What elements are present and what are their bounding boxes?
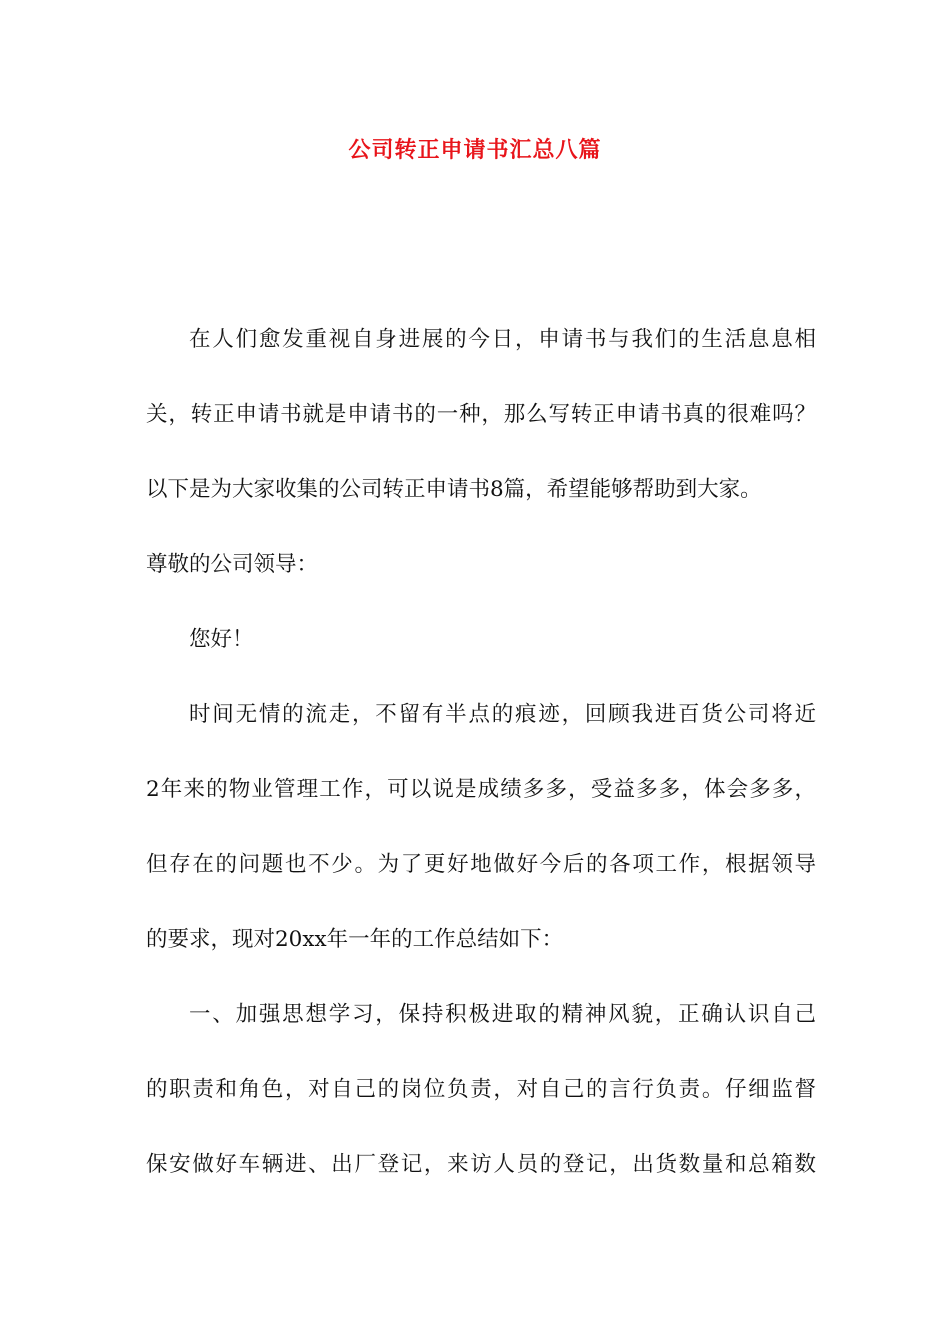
body-line-8: 但存在的问题也不少。为了更好地做好今后的各项工作，根据领导 — [146, 852, 816, 877]
body-line-9: 的要求，现对20xx年一年的工作总结如下： — [146, 927, 564, 952]
body-line-3: 以下是为大家收集的公司转正申请书8篇，希望能够帮助到大家。 — [146, 477, 762, 502]
body-line-6: 时间无情的流走，不留有半点的痕迹，回顾我进百货公司将近 — [189, 702, 816, 727]
greeting-line: 您好！ — [189, 627, 254, 652]
body-line-10: 一、加强思想学习，保持积极进取的精神风貌，正确认识自己 — [189, 1002, 816, 1027]
body-line-12: 保安做好车辆进、出厂登记，来访人员的登记，出货数量和总箱数 — [146, 1152, 816, 1177]
body-line-7: 2年来的物业管理工作，可以说是成绩多多，受益多多，体会多多， — [146, 777, 816, 802]
salutation-line: 尊敬的公司领导： — [146, 552, 319, 577]
body-line-11: 的职责和角色，对自己的岗位负责，对自己的言行负责。仔细监督 — [146, 1077, 816, 1102]
body-line-2: 关，转正申请书就是申请书的一种，那么写转正申请书真的很难吗？ — [146, 402, 816, 427]
document-title: 公司转正申请书汇总八篇 — [348, 138, 602, 163]
body-line-1: 在人们愈发重视自身进展的今日，申请书与我们的生活息息相 — [189, 327, 816, 352]
